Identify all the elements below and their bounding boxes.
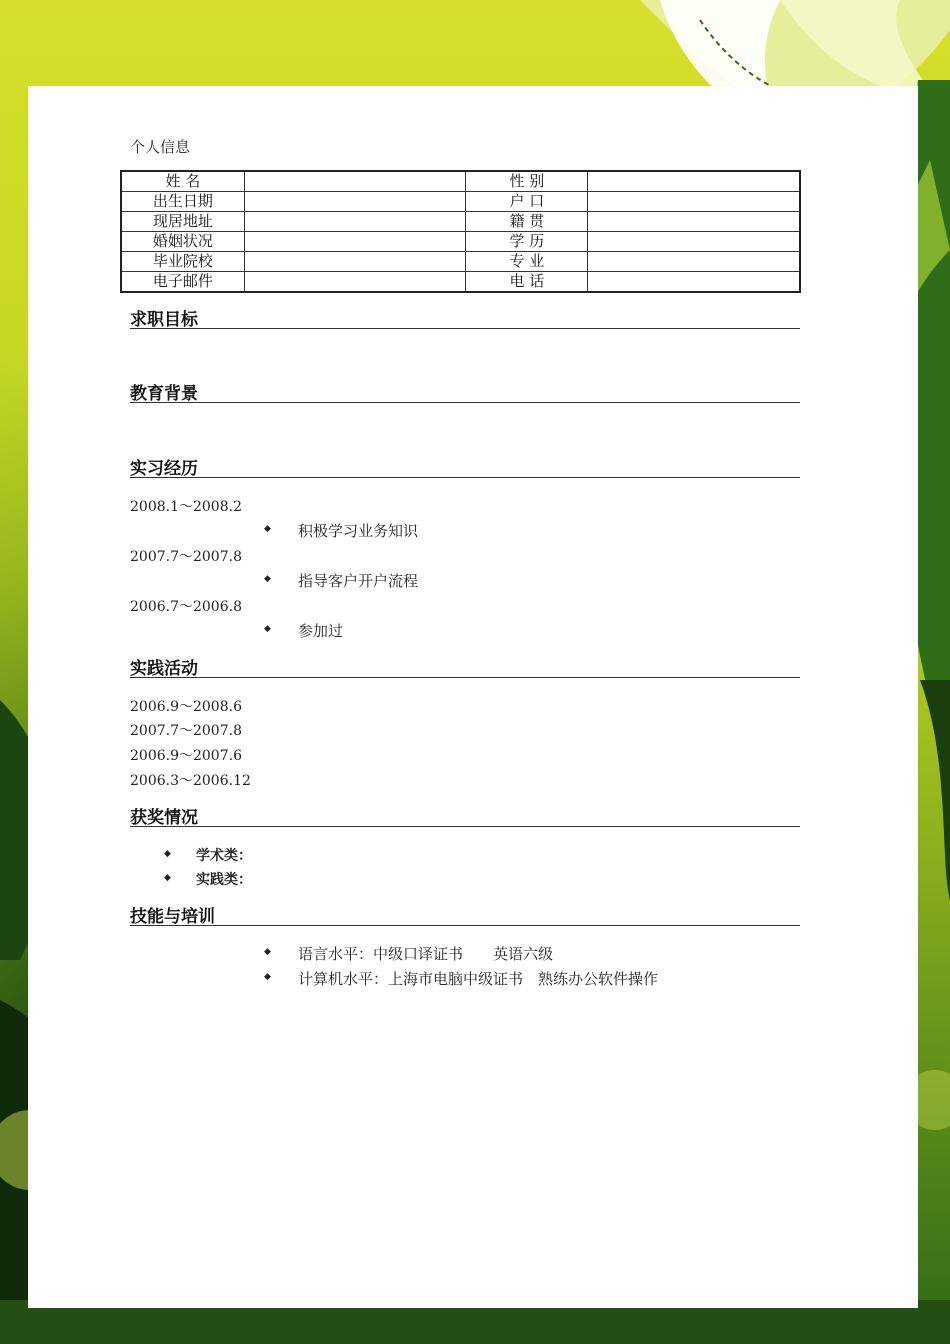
value-address bbox=[244, 212, 466, 232]
table-row bbox=[121, 252, 800, 272]
label-address: 现居地址 bbox=[121, 212, 244, 232]
section-heading: 技能与培训 bbox=[130, 907, 215, 927]
diamond-bullet-icon: ◆ bbox=[264, 574, 271, 584]
section-objective bbox=[130, 304, 800, 329]
value-gender bbox=[588, 171, 800, 192]
label-phone: 电 话 bbox=[466, 272, 588, 293]
value-birthdate bbox=[244, 192, 466, 212]
internship-date: 2007.7～2007.8 bbox=[130, 549, 242, 565]
label-email: 电子邮件 bbox=[121, 272, 244, 293]
section-heading: 教育背景 bbox=[130, 384, 198, 404]
value-major bbox=[588, 252, 800, 272]
value-hukou bbox=[588, 192, 800, 212]
label-native-place: 籍 贯 bbox=[466, 212, 588, 232]
practice-date: 2007.7～2007.8 bbox=[130, 723, 242, 739]
value-marital bbox=[244, 232, 466, 252]
value-native-place bbox=[588, 212, 800, 232]
section-heading: 实践活动 bbox=[130, 659, 198, 679]
practice-date: 2006.3～2006.12 bbox=[130, 773, 251, 789]
diamond-bullet-icon: ◆ bbox=[264, 624, 271, 634]
diamond-bullet-icon: ◆ bbox=[164, 849, 171, 859]
section-practice bbox=[130, 653, 800, 678]
label-school: 毕业院校 bbox=[121, 252, 244, 272]
practice-date: 2006.9～2008.6 bbox=[130, 699, 242, 715]
label-name: 姓 名 bbox=[121, 171, 244, 192]
diamond-bullet-icon: ◆ bbox=[264, 524, 271, 534]
practice-date: 2006.9～2007.6 bbox=[130, 748, 242, 764]
section-internship bbox=[130, 453, 800, 478]
diamond-bullet-icon: ◆ bbox=[264, 972, 271, 982]
section-awards bbox=[130, 802, 800, 827]
section-education bbox=[130, 378, 800, 403]
table-row bbox=[121, 232, 800, 252]
table-row bbox=[121, 272, 800, 293]
label-marital: 婚姻状况 bbox=[121, 232, 244, 252]
label-hukou: 户 口 bbox=[466, 192, 588, 212]
table-row bbox=[121, 192, 800, 212]
page-title: 个人信息 bbox=[130, 138, 191, 156]
diamond-bullet-icon: ◆ bbox=[164, 873, 171, 883]
internship-date: 2008.1～2008.2 bbox=[130, 499, 242, 515]
section-skills bbox=[130, 901, 800, 926]
table-row bbox=[121, 212, 800, 232]
value-school bbox=[244, 252, 466, 272]
section-heading: 获奖情况 bbox=[130, 808, 198, 828]
label-major: 专 业 bbox=[466, 252, 588, 272]
value-name bbox=[244, 171, 466, 192]
label-gender: 性 别 bbox=[466, 171, 588, 192]
label-birthdate: 出生日期 bbox=[121, 192, 244, 212]
section-heading: 求职目标 bbox=[130, 310, 198, 330]
diamond-bullet-icon: ◆ bbox=[264, 947, 271, 957]
table-row bbox=[121, 171, 800, 192]
value-degree bbox=[588, 232, 800, 252]
personal-info-table bbox=[120, 170, 801, 293]
value-email bbox=[244, 272, 466, 293]
value-phone bbox=[588, 272, 800, 293]
section-heading: 实习经历 bbox=[130, 459, 198, 479]
label-degree: 学 历 bbox=[466, 232, 588, 252]
internship-date: 2006.7～2006.8 bbox=[130, 599, 242, 615]
